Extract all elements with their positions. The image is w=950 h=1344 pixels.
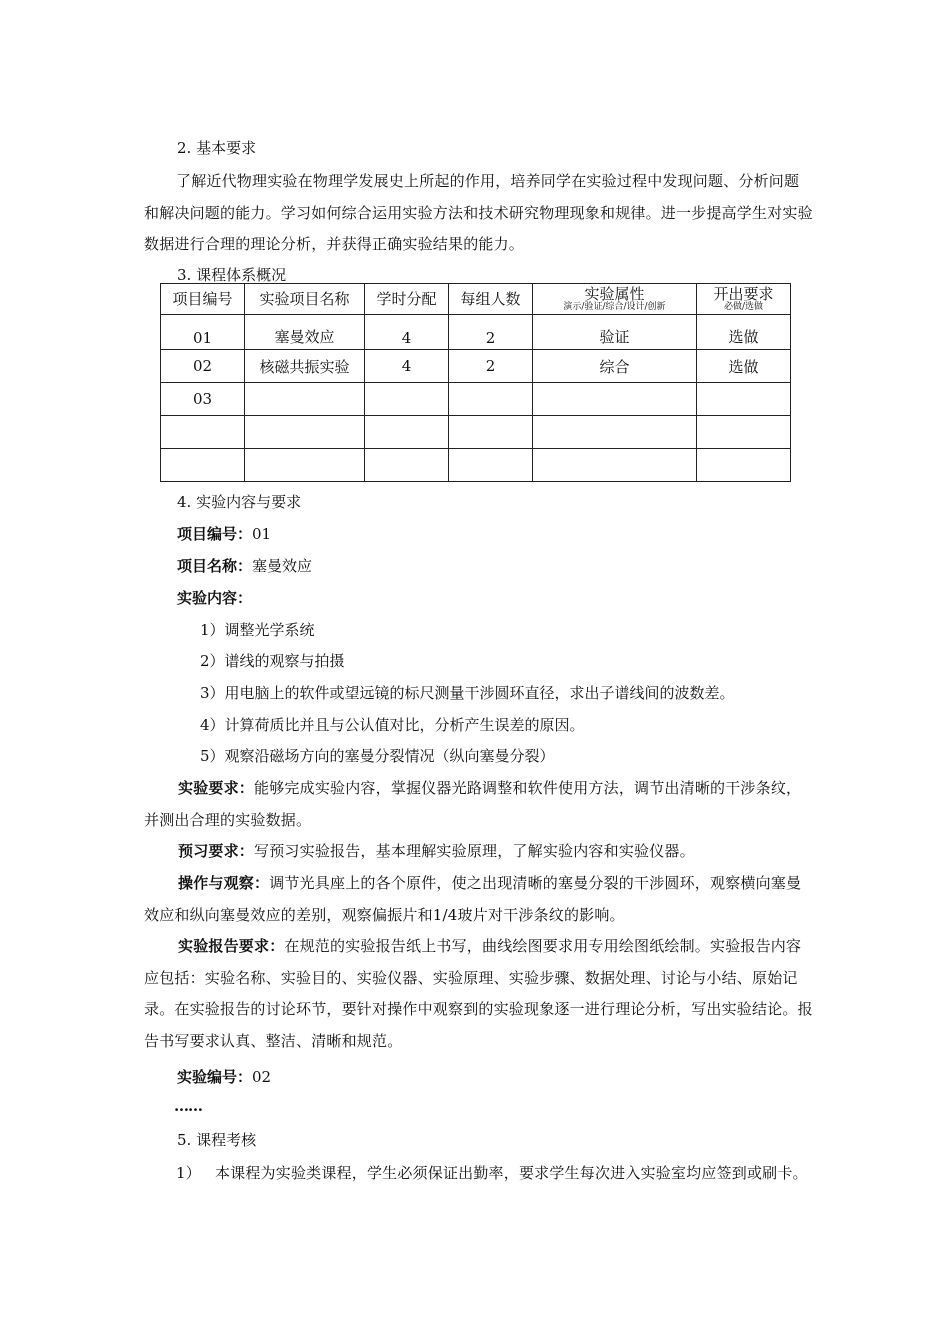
header-req-sub: 必做/选做 (723, 301, 764, 312)
section3-heading: 3. 课程体系概况 (177, 266, 287, 284)
table-cell: 综合 (533, 350, 697, 383)
table-cell: 01 (161, 315, 245, 350)
report-label: 实验报告要求： (178, 937, 285, 955)
content-item: 4）计算荷质比并且与公认值对比，分析产生误差的原因。 (200, 716, 585, 734)
content-item: 3）用电脑上的软件或望远镜的标尺测量干涉圆环直径，求出子谱线间的波数差。 (200, 684, 735, 702)
project-name-line (177, 555, 312, 577)
table-cell: 4 (365, 315, 449, 350)
table-cell (365, 449, 449, 482)
project-number-value: 01 (252, 525, 272, 543)
table-cell (245, 383, 365, 416)
table-cell (449, 416, 533, 449)
table-row (161, 416, 791, 449)
section4-heading: 4. 实验内容与要求 (177, 493, 302, 511)
preview-paragraph (144, 836, 814, 868)
requirement-paragraph (144, 773, 814, 836)
header-cell: 项目编号 (161, 284, 245, 315)
table-cell (161, 449, 245, 482)
experiment-number-value: 02 (252, 1068, 272, 1086)
header-attr-label: 实验属性 (584, 284, 645, 303)
header-cell-attr (533, 284, 697, 315)
report-text: 在规范的实验报告纸上书写，曲线绘图要求用专用绘图纸绘制。实验报告内容应包括：实验名称、实验目的、实验仪器、实验原理、实验步骤、数据处理、讨论与小结、原始记录。在实验报告的讨论环节，要针对操作中观察到的实验现象逐一进行理论分析，写出实验结论。报告书写要求认真、整洁、清晰和规范。 (144, 937, 813, 1050)
content-item: 1）调整光学系统 (200, 621, 315, 639)
table-cell: 02 (161, 350, 245, 383)
table-cell: 塞曼效应 (245, 315, 365, 350)
table-cell (161, 416, 245, 449)
operation-label: 操作与观察： (178, 874, 270, 892)
ellipsis: …… (174, 1097, 202, 1115)
table-cell (533, 383, 697, 416)
operation-text: 调节光具座上的各个原件，使之出现清晰的塞曼分裂的干涉圆环，观察横向塞曼效应和纵向塞曼效应的差别，观察偏振片和1/4玻片对干涉条纹的影响。 (144, 874, 802, 924)
table-cell (533, 449, 697, 482)
content-item: 2）谱线的观察与拍摄 (200, 652, 345, 670)
preview-label: 预习要求： (178, 842, 255, 860)
header-cell: 学时分配 (365, 284, 449, 315)
project-number-label: 项目编号： (177, 525, 253, 543)
experiment-number-label: 实验编号： (177, 1068, 253, 1086)
assessment-item-1-number: 1） (176, 1164, 201, 1182)
table-row (161, 449, 791, 482)
table-row (161, 315, 791, 350)
table-cell: 核磁共振实验 (245, 350, 365, 383)
project-name-label: 项目名称： (177, 557, 253, 575)
header-attr-sub: 演示/验证/综合/设计/创新 (563, 301, 666, 312)
table-cell (449, 383, 533, 416)
table-cell: 2 (449, 350, 533, 383)
table-cell (365, 383, 449, 416)
requirement-label: 实验要求： (178, 779, 255, 797)
table-cell: 选做 (697, 350, 791, 383)
table-row (161, 350, 791, 383)
table-cell (533, 416, 697, 449)
header-cell-req (697, 284, 791, 315)
table-row (161, 383, 791, 416)
table-cell: 选做 (697, 315, 791, 350)
table-cell: 验证 (533, 315, 697, 350)
assessment-item-1 (144, 1158, 814, 1190)
content-label: 实验内容： (177, 589, 253, 607)
table-header-row (161, 284, 791, 315)
table-cell (365, 416, 449, 449)
section2-paragraph: 了解近代物理实验在物理学发展史上所起的作用，培养同学在实验过程中发现问题、分析问题和解决问题的能力。学习如何综合运用实验方法和技术研究物理现象和规律。进一步提高学生对实验数据进行合理的理论分析，并获得正确实验结果的能力。 (144, 172, 813, 253)
preview-text: 写预习实验报告，基本理解实验原理，了解实验内容和实验仪器。 (254, 842, 695, 860)
project-number-line (177, 523, 271, 545)
project-name-value: 塞曼效应 (252, 557, 313, 575)
table-cell (697, 383, 791, 416)
operation-paragraph (144, 868, 814, 931)
section2-heading: 2. 基本要求 (177, 139, 257, 157)
table-cell (697, 449, 791, 482)
header-cell: 每组人数 (449, 284, 533, 315)
table-cell (697, 416, 791, 449)
assessment-item-1-text: 本课程为实验类课程，学生必须保证出勤率，要求学生每次进入实验室均应签到或刷卡。 (214, 1164, 808, 1182)
table-cell: 2 (449, 315, 533, 350)
report-paragraph (144, 931, 814, 1057)
course-table (160, 283, 791, 482)
experiment-number-line (177, 1066, 271, 1088)
table-cell: 03 (161, 383, 245, 416)
requirement-text: 能够完成实验内容，掌握仪器光路调整和软件使用方法，调节出清晰的干涉条纹，并测出合理的实验数据。 (144, 779, 802, 829)
header-req-label: 开出要求 (713, 284, 774, 303)
header-cell: 实验项目名称 (245, 284, 365, 315)
section5-heading: 5. 课程考核 (177, 1131, 257, 1149)
content-item: 5）观察沿磁场方向的塞曼分裂情况（纵向塞曼分裂） (200, 747, 555, 765)
table-cell (245, 449, 365, 482)
table-cell (245, 416, 365, 449)
table-cell: 4 (365, 350, 449, 383)
table-cell (449, 449, 533, 482)
